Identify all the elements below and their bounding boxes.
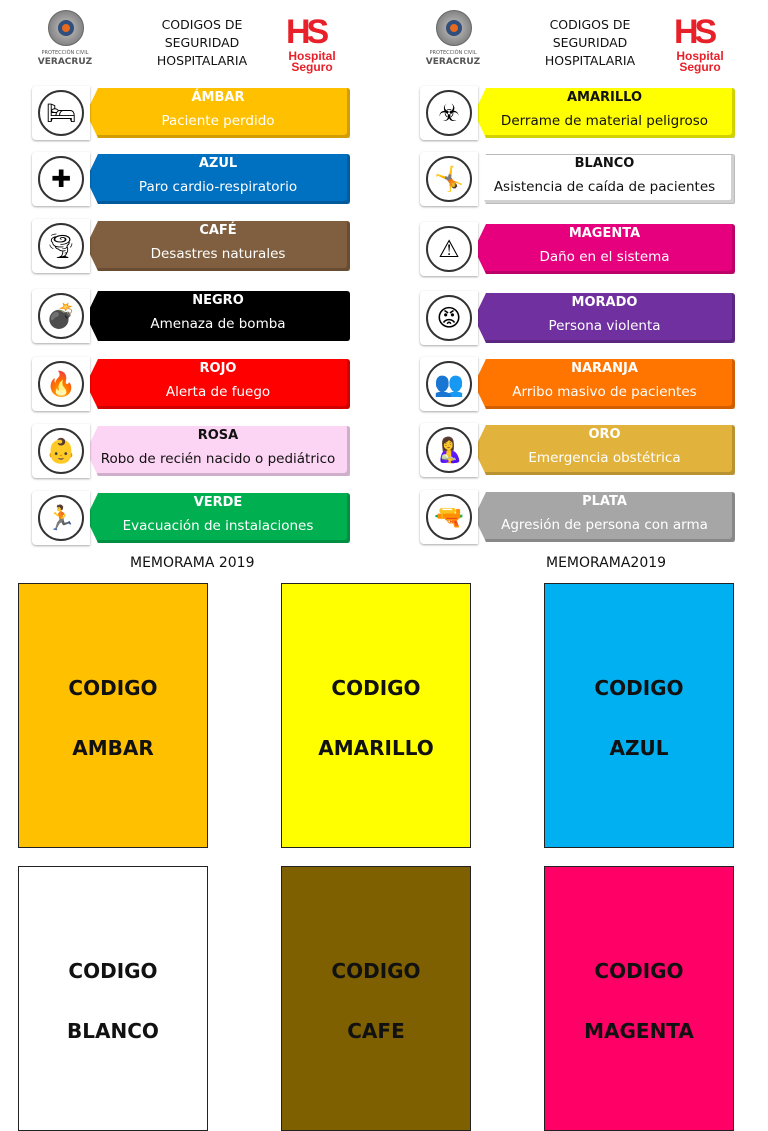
code-description: Arribo masivo de pacientes bbox=[512, 384, 697, 400]
card-code-name: CAFE bbox=[347, 1019, 405, 1043]
memorama-card[interactable] bbox=[18, 583, 208, 848]
code-description: Agresión de persona con arma bbox=[501, 517, 708, 533]
code-icon-box bbox=[32, 289, 90, 343]
card-code-name: AMARILLO bbox=[318, 736, 434, 760]
code-icon-box bbox=[32, 86, 90, 140]
code-icon-box bbox=[32, 219, 90, 273]
code-name: NEGRO bbox=[192, 293, 244, 308]
code-description: Robo de recién nacido o pediátrico bbox=[100, 451, 336, 467]
header-title: CODIGOS DE SEGURIDAD HOSPITALARIA bbox=[156, 17, 248, 68]
biohazard-icon: ☣ bbox=[426, 90, 472, 136]
hospital-seguro-logo-icon: HS Hospital Seguro bbox=[674, 13, 724, 74]
code-bar bbox=[420, 86, 735, 140]
bomb-icon: 💣 bbox=[38, 293, 84, 339]
code-bar bbox=[420, 357, 735, 411]
code-description: Emergencia obstétrica bbox=[528, 450, 681, 466]
right-header bbox=[422, 8, 752, 78]
code-icon-box bbox=[420, 423, 478, 477]
code-description: Evacuación de instalaciones bbox=[122, 518, 314, 534]
code-description: Amenaza de bomba bbox=[150, 316, 286, 332]
code-icon-box bbox=[420, 490, 478, 544]
group-icon: 👥 bbox=[426, 361, 472, 407]
code-bar bbox=[420, 490, 735, 544]
code-icon-box bbox=[420, 357, 478, 411]
card-code-name: BLANCO bbox=[67, 1019, 159, 1043]
code-bar bbox=[32, 152, 350, 206]
code-name: ORO bbox=[588, 427, 621, 442]
code-name: AMARILLO bbox=[566, 90, 643, 105]
hospital-bed-icon: 🛏 bbox=[38, 90, 84, 136]
code-name: MORADO bbox=[571, 295, 638, 310]
card-label: CODIGO bbox=[331, 676, 421, 700]
code-bar bbox=[32, 289, 350, 343]
code-icon-box bbox=[420, 152, 478, 206]
code-bar bbox=[420, 222, 735, 276]
code-description: Asistencia de caída de pacientes bbox=[493, 179, 716, 195]
code-description: Persona violenta bbox=[548, 318, 661, 334]
code-icon-box bbox=[420, 291, 478, 345]
memorama-card[interactable] bbox=[544, 583, 734, 848]
warning-icon: ⚠ bbox=[426, 226, 472, 272]
angry-person-icon: 😡 bbox=[426, 295, 472, 341]
code-description: Desastres naturales bbox=[150, 246, 286, 262]
proteccion-civil-seal-icon: PROTECCIÓN CIVIL VERACRUZ bbox=[422, 10, 484, 76]
code-bar bbox=[32, 219, 350, 273]
code-icon-box bbox=[32, 424, 90, 478]
code-name: ÁMBAR bbox=[191, 90, 245, 105]
code-icon-box bbox=[420, 222, 478, 276]
header-title: CODIGOS DE SEGURIDAD HOSPITALARIA bbox=[544, 17, 636, 68]
fire-icon: 🔥 bbox=[38, 361, 84, 407]
memorama-card[interactable] bbox=[281, 583, 471, 848]
hospital-seguro-logo-icon: HS Hospital Seguro bbox=[286, 13, 336, 74]
code-icon-box bbox=[420, 86, 478, 140]
code-name: NARANJA bbox=[571, 361, 638, 376]
left-header bbox=[34, 8, 364, 78]
code-bar bbox=[420, 291, 735, 345]
code-bar bbox=[32, 424, 350, 478]
code-description: Derrame de material peligroso bbox=[500, 113, 709, 129]
card-label: CODIGO bbox=[68, 959, 158, 983]
code-description: Paro cardio-respiratorio bbox=[138, 179, 298, 195]
card-code-name: AZUL bbox=[609, 736, 669, 760]
code-name: MAGENTA bbox=[568, 226, 641, 241]
code-name: PLATA bbox=[582, 494, 627, 509]
code-name: ROSA bbox=[197, 428, 239, 443]
memorama-card[interactable] bbox=[281, 866, 471, 1131]
card-label: CODIGO bbox=[68, 676, 158, 700]
code-description: Paciente perdido bbox=[161, 113, 275, 129]
code-description: Daño en el sistema bbox=[539, 249, 670, 265]
code-bar bbox=[32, 357, 350, 411]
code-icon-box bbox=[32, 491, 90, 545]
newborn-icon: 🤱 bbox=[426, 427, 472, 473]
memorama-left-label: MEMORAMA 2019 bbox=[130, 555, 255, 571]
red-cross-icon: ✚ bbox=[38, 156, 84, 202]
gun-icon: 🔫 bbox=[426, 494, 472, 540]
code-name: CAFÉ bbox=[199, 223, 237, 238]
falling-person-icon: 🤸 bbox=[426, 156, 472, 202]
code-bar bbox=[420, 152, 735, 206]
code-bar bbox=[32, 86, 350, 140]
card-label: CODIGO bbox=[331, 959, 421, 983]
memorama-card[interactable] bbox=[544, 866, 734, 1131]
card-label: CODIGO bbox=[594, 676, 684, 700]
code-name: ROJO bbox=[199, 361, 237, 376]
card-code-name: AMBAR bbox=[72, 736, 154, 760]
code-bar bbox=[420, 423, 735, 477]
memorama-card[interactable] bbox=[18, 866, 208, 1131]
code-name: AZUL bbox=[198, 156, 238, 171]
tornado-icon: 🌪 bbox=[38, 223, 84, 269]
code-description: Alerta de fuego bbox=[165, 384, 271, 400]
card-code-name: MAGENTA bbox=[584, 1019, 694, 1043]
proteccion-civil-seal-icon: PROTECCIÓN CIVIL VERACRUZ bbox=[34, 10, 96, 76]
code-bar bbox=[32, 491, 350, 545]
baby-icon: 👶 bbox=[38, 428, 84, 474]
memorama-right-label: MEMORAMA2019 bbox=[546, 555, 667, 571]
card-label: CODIGO bbox=[594, 959, 684, 983]
code-icon-box bbox=[32, 357, 90, 411]
code-name: VERDE bbox=[193, 495, 243, 510]
exit-icon: 🏃 bbox=[38, 495, 84, 541]
code-icon-box bbox=[32, 152, 90, 206]
code-name: BLANCO bbox=[574, 156, 635, 171]
